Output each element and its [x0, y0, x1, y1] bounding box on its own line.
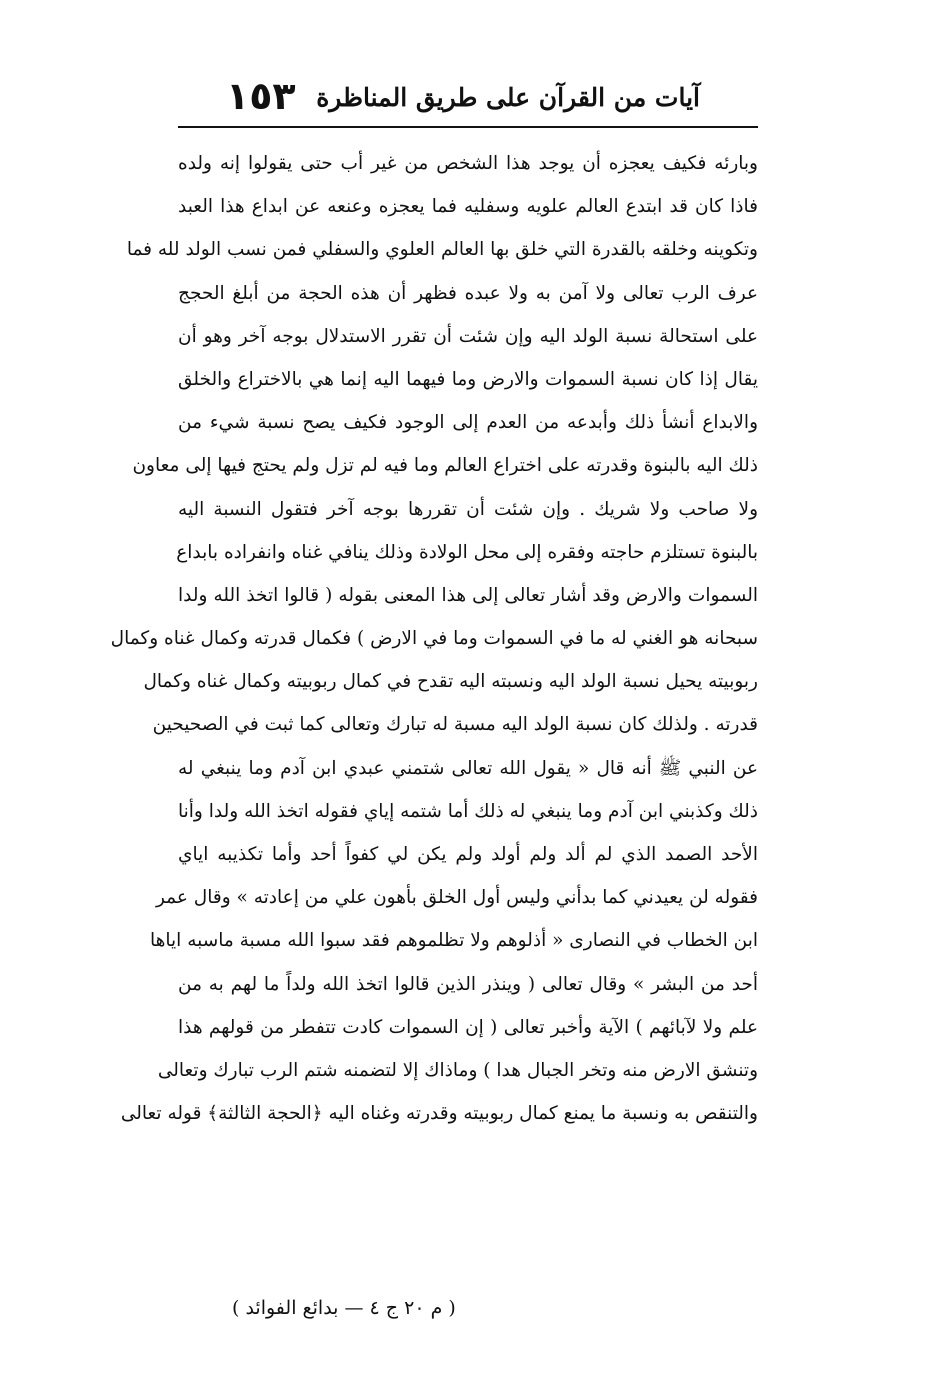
text-line: وبارئه فكيف يعجزه أن يوجد هذا الشخص من غير أب حتى يقولوا إنه ولده [178, 153, 758, 174]
text-line: على استحالة نسبة الولد اليه وإن شئت أن تقرر الاستدلال بوجه آخر وهو أن [178, 325, 758, 347]
text-line: علم ولا لآبائهم ) الآية وأخبر تعالى ( إن السموات كادت تتفطر من قولهم هذا [178, 1016, 758, 1038]
header-divider [178, 126, 758, 128]
text-line: الأحد الصمد الذي لم ألد ولم أولد ولم يكن لي كفواً أحد وأما تكذيبه اياي [178, 844, 758, 865]
running-title: آيات من القرآن على طريق المناظرة [316, 83, 700, 112]
page-header [178, 70, 758, 122]
text-line: والتنقص به ونسبة ما يمنع كمال ربوبيته وقدرته وغناه اليه ﴿الحجة الثالثة﴾ قوله تعالى [120, 1103, 758, 1125]
text-line: وتكوينه وخلقه بالقدرة التي خلق بها العالم العلوي والسفلي فمن نسب الولد لله فما [126, 239, 758, 261]
text-line: قدرته . ولذلك كان نسبة الولد اليه مسبة له تبارك وتعالى كما ثبت في الصحيحين [152, 714, 758, 736]
page-number: ١٥٣ [226, 74, 296, 118]
text-line: ابن الخطاب في النصارى « أذلوهم ولا تظلموهم فقد سبوا الله مسبة ماسبه اياها [150, 930, 758, 952]
body-text [110, 142, 758, 1135]
text-line: فقوله لن يعيدني كما بدأني وليس أول الخلق بأهون علي من إعادته » وقال عمر [155, 887, 758, 909]
footer-signature: ( م ٢٠ ج ٤ — بدائع الفوائد ) [232, 1297, 456, 1319]
text-line: السموات والارض وقد أشار تعالى إلى هذا المعنى بقوله ( قالوا اتخذ الله ولدا [178, 584, 758, 606]
text-line: والابداع أنشأ ذلك وأبدعه من العدم إلى الوجود فكيف يصح نسبة شيء من [178, 412, 758, 434]
text-line: ولا صاحب ولا شريك . وإن شئت أن تقررها بوجه آخر فتقول النسبة اليه [178, 498, 758, 520]
text-line: فاذا كان قد ابتدع العالم علويه وسفليه فما يعجزه وعنعه عن ابداع هذا العبد [178, 196, 758, 218]
text-line: سبحانه هو الغني له ما في السموات وما في الارض ) فكمال قدرته وكمال غناه وكمال [110, 628, 758, 650]
text-line: يقال إذا كان نسبة السموات والارض وما فيهما اليه إنما هي بالاختراع والخلق [178, 368, 758, 390]
text-line: بالبنوة تستلزم حاجته وفقره إلى محل الولادة وذلك ينافي غناه وانفراده بابداع [176, 541, 758, 563]
text-line: عرف الرب تعالى ولا آمن به ولا عبده فظهر أن هذه الحجة من أبلغ الحجج [178, 282, 758, 304]
text-line: وتنشق الارض منه وتخر الجبال هدا ) وماذاك إلا لتضمنه شتم الرب تبارك وتعالى [157, 1059, 758, 1081]
text-line: ربوبيته يحيل نسبة الولد اليه ونسبته اليه تقدح في كمال ربوبيته وكمال غناه وكمال [143, 671, 758, 693]
text-line: ذلك اليه بالبنوة وقدرته على اختراع العالم وما فيه لم تزل ولم يحتج فيها إلى معاون [132, 455, 758, 477]
text-line: ذلك وكذبني ابن آدم وما ينبغي له ذلك أما شتمه إياي فقوله اتخذ الله ولدا وأنا [178, 800, 758, 822]
text-line: عن النبي ﷺ أنه قال « يقول الله تعالى شتمني عبدي ابن آدم وما ينبغي له [178, 757, 758, 779]
text-line: أحد من البشر » وقال تعالى ( وينذر الذين قالوا اتخذ الله ولداً ما لهم به من [178, 973, 758, 995]
